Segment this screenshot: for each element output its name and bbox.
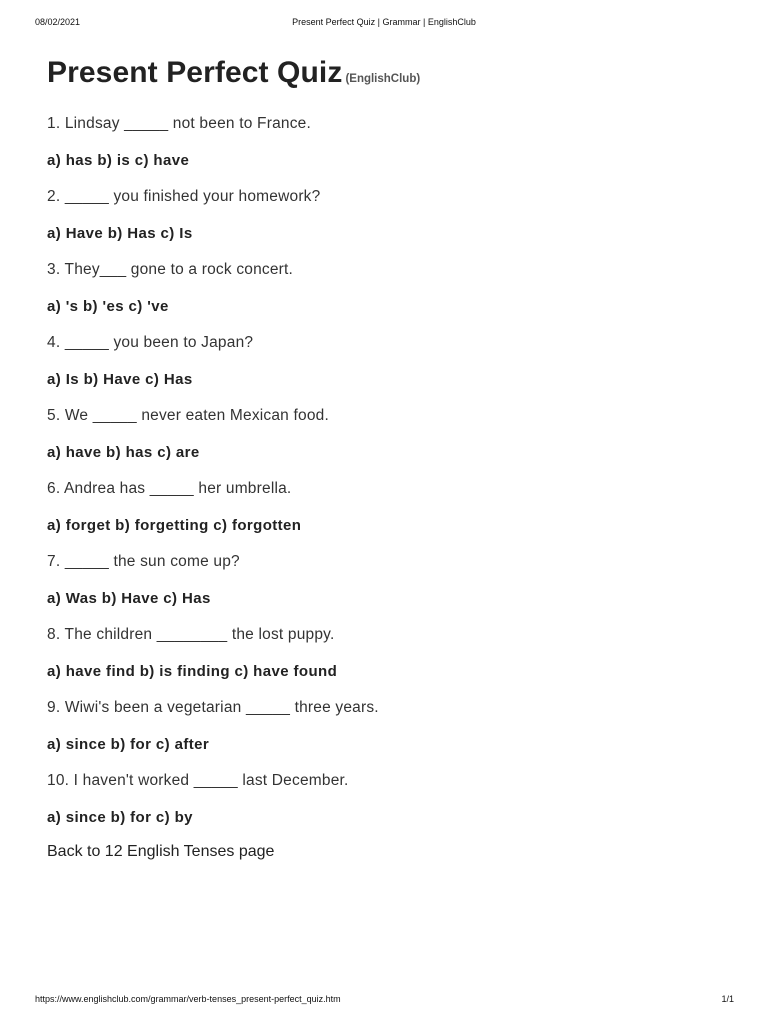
print-header <box>0 17 768 31</box>
question-2: 2. _____ you finished your homework? <box>47 188 321 205</box>
question-3: 3. They___ gone to a rock concert. <box>47 261 294 278</box>
print-date: 08/02/2021 <box>35 17 81 27</box>
question-10: 10. I haven't worked _____ last December. <box>47 772 349 789</box>
back-to-tenses-link[interactable]: Back to 12 English Tenses page <box>47 843 275 860</box>
question-1: 1. Lindsay _____ not been to France. <box>47 115 311 132</box>
choices-7: a) Was b) Have c) Has <box>47 589 211 607</box>
choices-3: a) 's b) 'es c) 've <box>47 297 169 315</box>
question-6: 6. Andrea has _____ her umbrella. <box>47 480 292 497</box>
choices-10: a) since b) for c) by <box>47 808 193 826</box>
question-5: 5. We _____ never eaten Mexican food. <box>47 407 329 424</box>
choices-8: a) have find b) is finding c) have found <box>47 662 338 680</box>
print-page-number: 1/1 <box>721 994 734 1004</box>
choices-2: a) Have b) Has c) Is <box>47 224 193 242</box>
choices-1: a) has b) is c) have <box>47 151 190 169</box>
print-footer <box>0 994 768 1008</box>
question-4: 4. _____ you been to Japan? <box>47 334 254 351</box>
page-title: Present Perfect Quiz <box>47 56 343 89</box>
print-url: https://www.englishclub.com/grammar/verb-tenses_present-perfect_quiz.htm <box>35 994 341 1004</box>
choices-9: a) since b) for c) after <box>47 735 210 753</box>
question-7: 7. _____ the sun come up? <box>47 553 240 570</box>
question-9: 9. Wiwi's been a vegetarian _____ three years. <box>47 699 379 716</box>
choices-6: a) forget b) forgetting c) forgotten <box>47 516 302 534</box>
page-subtitle: (EnglishClub) <box>345 73 421 85</box>
choices-5: a) have b) has c) are <box>47 443 200 461</box>
print-document-title: Present Perfect Quiz | Grammar | EnglishClub <box>292 17 476 27</box>
choices-4: a) Is b) Have c) Has <box>47 370 193 388</box>
question-8: 8. The children ________ the lost puppy. <box>47 626 335 643</box>
page-title-row <box>47 56 420 90</box>
quiz-list <box>47 113 727 843</box>
